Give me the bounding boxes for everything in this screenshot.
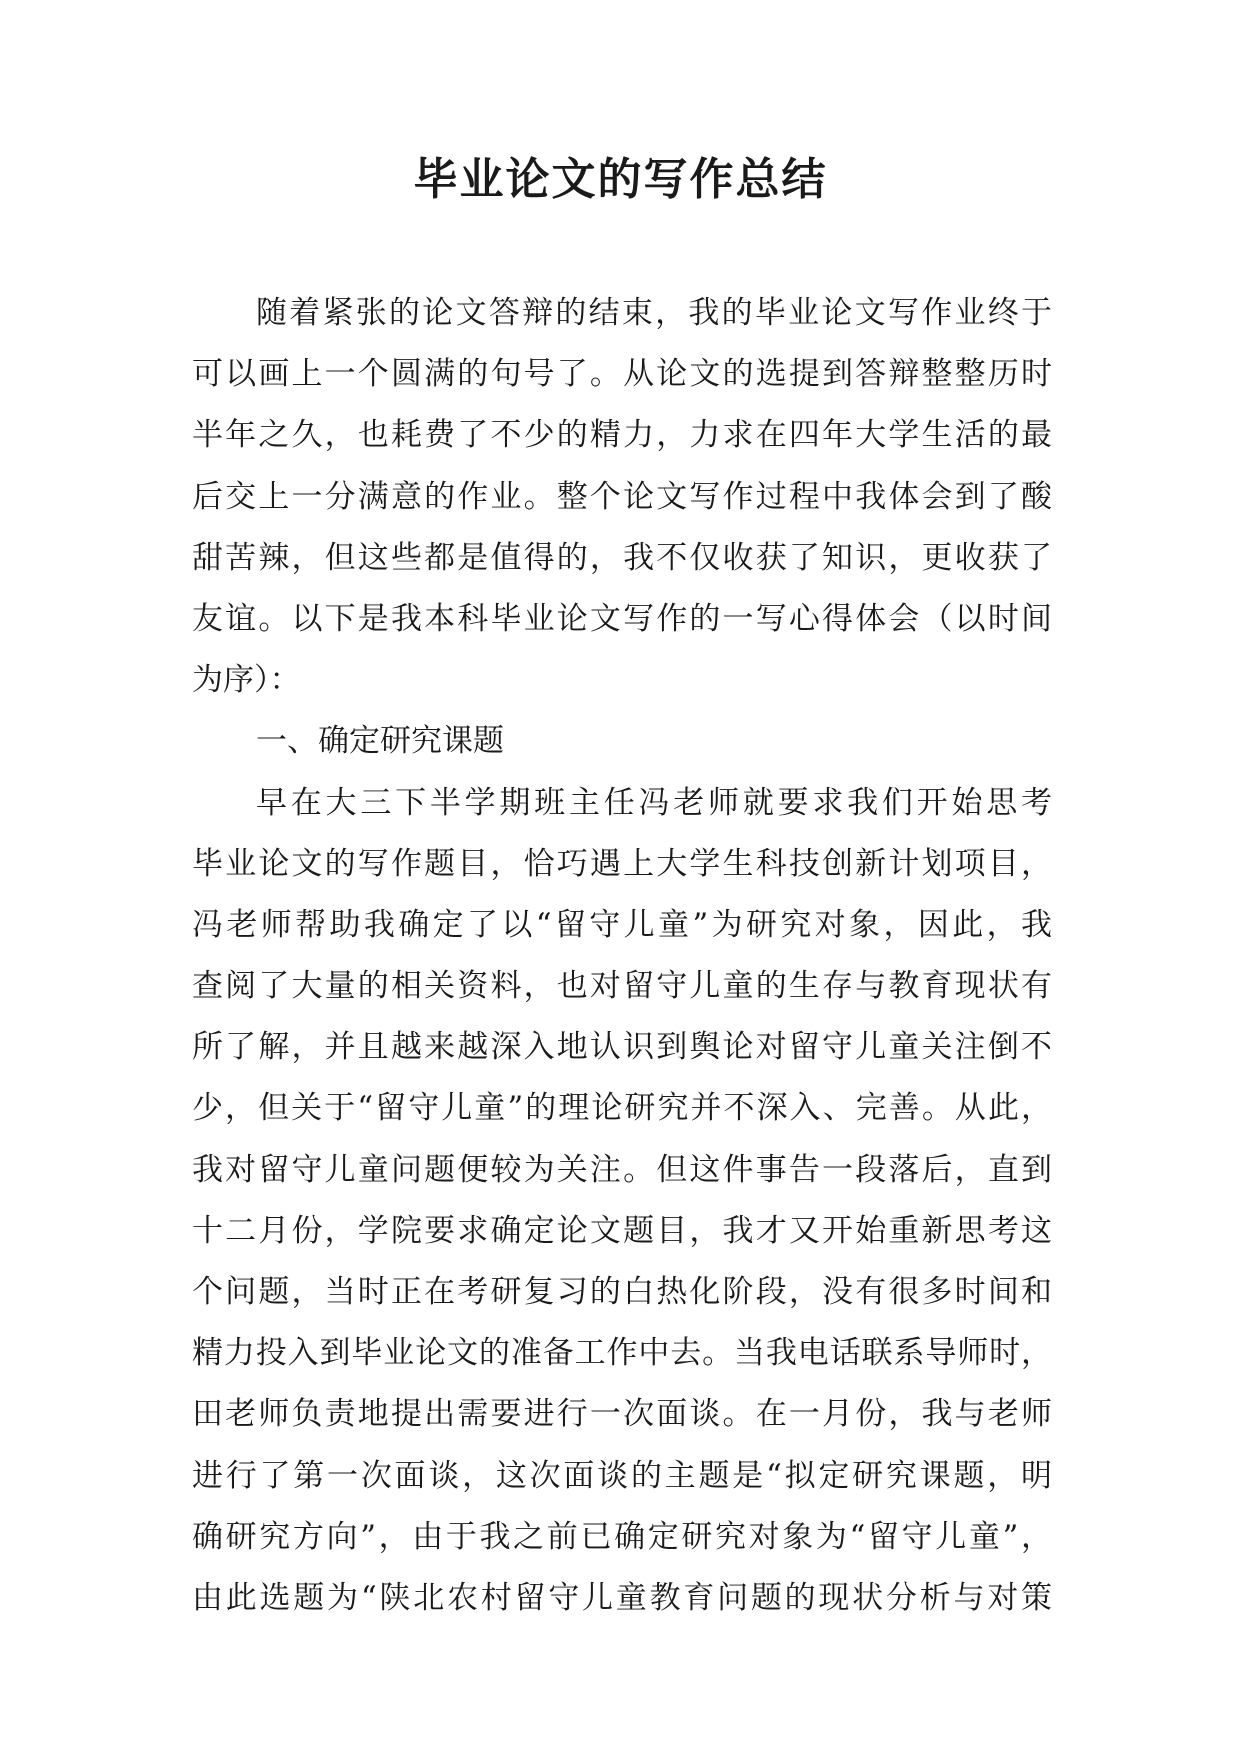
text-line: 早在大三下半学期班主任冯老师就要求我们开始思考	[256, 784, 1052, 821]
text-line: 精力投入到毕业论文的准备工作中去。当我电话联系导师时，	[192, 1335, 1052, 1372]
document-body	[192, 283, 1052, 1629]
text-line: 十二月份，学院要求确定论文题目，我才又开始重新思考这	[192, 1212, 1052, 1249]
text-line: 随着紧张的论文答辩的结束，我的毕业论文写作业终于	[256, 295, 1052, 331]
text-line: 确研究方向”，由于我之前已确定研究对象为“留守儿童”，	[192, 1518, 1052, 1555]
text-line: 进行了第一次面谈，这次面谈的主题是“拟定研究课题，明	[192, 1457, 1052, 1494]
text-line: 所了解，并且越来越深入地认识到舆论对留守儿童关注倒不	[192, 1029, 1052, 1066]
text-line: 毕业论文的写作题目，恰巧遇上大学生科技创新计划项目，	[192, 845, 1052, 882]
text-line: 友谊。以下是我本科毕业论文写作的一写心得体会（以时间	[192, 600, 1052, 637]
text-line: 可以画上一个圆满的句号了。从论文的选提到答辩整整历时	[192, 356, 1052, 393]
text-line: 查阅了大量的相关资料，也对留守儿童的生存与教育现状有	[192, 968, 1052, 1005]
text-line: 我对留守儿童问题便较为关注。但这件事告一段落后，直到	[192, 1151, 1052, 1188]
text-line: 后交上一分满意的作业。整个论文写作过程中我体会到了酸	[192, 478, 1052, 515]
text-line: 个问题，当时正在考研复习的白热化阶段，没有很多时间和	[192, 1274, 1052, 1310]
text-line: 为序）：	[192, 662, 301, 699]
text-line: 甜苦辣，但这些都是值得的，我不仅收获了知识，更收获了	[192, 539, 1052, 576]
text-line: 冯老师帮助我确定了以“留守儿童”为研究对象，因此，我	[192, 906, 1052, 943]
text-line: 由此选题为“陕北农村留守儿童教育问题的现状分析与对策	[192, 1579, 1052, 1616]
text-line: 少，但关于“留守儿童”的理论研究并不深入、完善。从此，	[192, 1090, 1052, 1127]
document-title: 毕业论文的写作总结	[413, 154, 828, 205]
text-line: 田老师负责地提出需要进行一次面谈。在一月份，我与老师	[192, 1396, 1052, 1433]
text-line: 半年之久，也耗费了不少的精力，力求在四年大学生活的最	[192, 417, 1052, 454]
text-line: 一、确定研究课题	[256, 723, 504, 760]
